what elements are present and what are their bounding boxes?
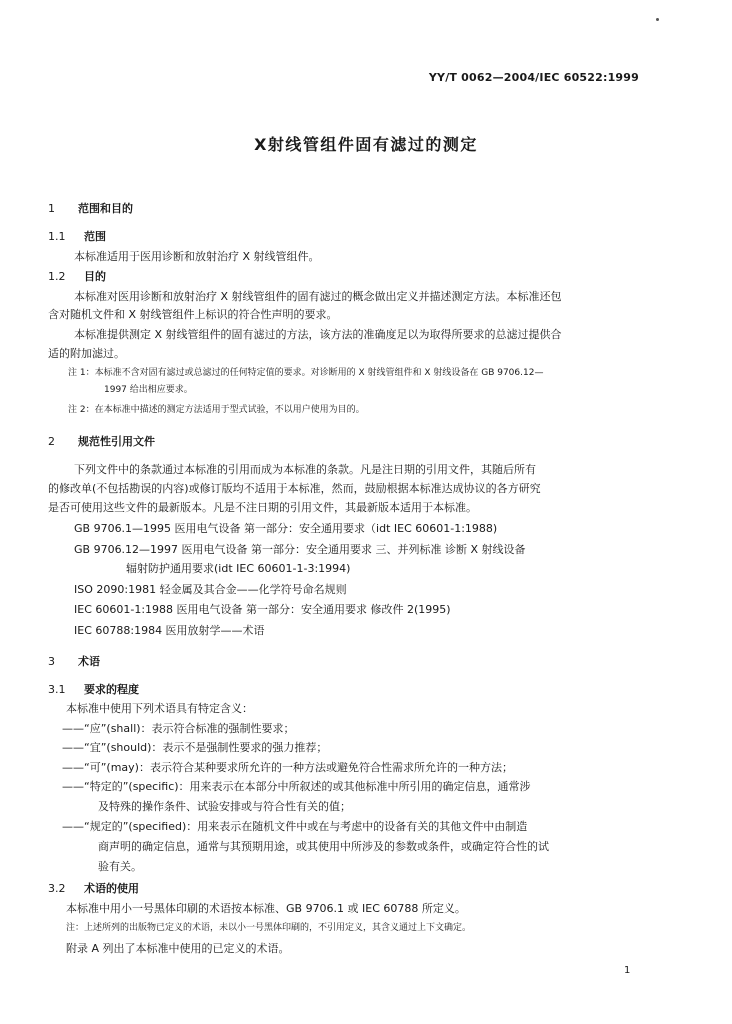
- section-1-1-heading: [48, 231, 106, 242]
- scan-speck: [656, 18, 659, 21]
- section-1-2-title: 目的: [84, 270, 106, 283]
- reference-item: ISO 2090:1981 轻金属及其合金——化学符号命名规则: [74, 583, 347, 596]
- term-item: ——“可”(may)：表示符合某种要求所允许的一种方法或避免符合性需求所允许的一种方法；: [62, 761, 513, 774]
- section-1-number: 1: [48, 202, 55, 215]
- reference-item-continuation: 辐射防护通用要求(idt IEC 60601-1-3:1994): [126, 562, 351, 575]
- section-1-2-para2-line2: 适的附加滤过。: [48, 347, 125, 360]
- note-1-line2: 1997 给出相应要求。: [104, 385, 193, 395]
- note-1-line1: 注 1：本标准不含对固有滤过或总滤过的任何特定值的要求。对诊断用的 X 射线管组件和 X 射线设备在 GB 9706.12—: [68, 368, 544, 378]
- term-item-continuation: 商声明的确定信息，通常与其预期用途，或其使用中所涉及的参数或条件，或确定符合性的试: [98, 840, 549, 853]
- section-1-1-text: 本标准适用于医用诊断和放射治疗 X 射线管组件。: [74, 250, 320, 263]
- section-3-2-number: 3.2: [48, 882, 66, 895]
- section-2-para-line2: 的修改单(不包括勘误的内容)或修订版均不适用于本标准，然而，鼓励根据本标准达成协议的各方研究: [48, 482, 541, 495]
- term-item: ——“规定的”(specified)：用来表示在随机文件中或在与考虑中的设备有关的其他文件中由制造: [62, 820, 528, 833]
- term-item-continuation: 验有关。: [98, 860, 142, 873]
- section-3-2-text: 本标准中用小一号黑体印刷的术语按本标准、GB 9706.1 或 IEC 60788 所定义。: [66, 902, 466, 915]
- note-2: 注 2：在本标准中描述的测定方法适用于型式试验，不以用户使用为目的。: [68, 405, 365, 415]
- page-number: 1: [624, 965, 631, 976]
- reference-item: IEC 60601-1:1988 医用电气设备 第一部分：安全通用要求 修改件 2(1995): [74, 603, 451, 616]
- section-2-number: 2: [48, 435, 55, 448]
- section-3-2-heading: [48, 883, 139, 894]
- standard-number: YY/T 0062—2004/IEC 60522:1999: [428, 71, 639, 84]
- reference-item: IEC 60788:1984 医用放射学——术语: [74, 624, 265, 637]
- section-1-title: 范围和目的: [78, 202, 133, 215]
- section-3-heading: [48, 656, 100, 667]
- section-1-2-para1-line1: 本标准对医用诊断和放射治疗 X 射线管组件的固有滤过的概念做出定义并描述测定方法。本标准还包: [74, 290, 562, 303]
- section-1-1-number: 1.1: [48, 230, 66, 243]
- section-3-2-note: 注：上述所列的出版物已定义的术语，未以小一号黑体印刷的，不引用定义，其含义通过上下文确定。: [66, 923, 472, 933]
- section-3-1-number: 3.1: [48, 683, 66, 696]
- term-item: ——“应”(shall)：表示符合标准的强制性要求；: [62, 722, 295, 735]
- section-1-2-number: 1.2: [48, 270, 66, 283]
- section-3-2-annex-text: 附录 A 列出了本标准中使用的已定义的术语。: [66, 942, 290, 955]
- section-3-1-heading: [48, 684, 139, 695]
- section-2-para-line1: 下列文件中的条款通过本标准的引用而成为本标准的条款。凡是注日期的引用文件，其随后所有: [74, 463, 536, 476]
- section-1-2-heading: [48, 271, 106, 282]
- document-title: X射线管组件固有滤过的测定: [254, 135, 478, 154]
- section-3-1-title: 要求的程度: [84, 683, 139, 696]
- section-1-2-para1-line2: 含对随机文件和 X 射线管组件上标识的符合性声明的要求。: [48, 308, 338, 321]
- section-3-number: 3: [48, 655, 55, 668]
- term-item: ——“宜”(should)：表示不是强制性要求的强力推荐；: [62, 741, 328, 754]
- section-3-1-intro: 本标准中使用下列术语具有特定含义：: [66, 702, 253, 715]
- section-1-2-para2-line1: 本标准提供测定 X 射线管组件的固有滤过的方法，该方法的准确度足以为取得所要求的总滤过提供合: [74, 328, 562, 341]
- reference-item: GB 9706.1—1995 医用电气设备 第一部分：安全通用要求（idt IEC 60601-1:1988): [74, 522, 498, 535]
- term-item: ——“特定的”(specific)：用来表示在本部分中所叙述的或其他标准中所引用的确定信息，通常涉: [62, 780, 531, 793]
- reference-item: GB 9706.12—1997 医用电气设备 第一部分：安全通用要求 三、并列标准 诊断 X 射线设备: [74, 543, 526, 556]
- section-1-heading: [48, 203, 133, 214]
- section-1-1-title: 范围: [84, 230, 106, 243]
- section-2-heading: [48, 436, 155, 447]
- section-2-title: 规范性引用文件: [78, 435, 155, 448]
- section-2-para-line3: 是否可使用这些文件的最新版本。凡是不注日期的引用文件，其最新版本适用于本标准。: [48, 501, 477, 514]
- section-3-title: 术语: [78, 655, 100, 668]
- term-item-continuation: 及特殊的操作条件、试验安排或与符合性有关的值；: [98, 800, 351, 813]
- section-3-2-title: 术语的使用: [84, 882, 139, 895]
